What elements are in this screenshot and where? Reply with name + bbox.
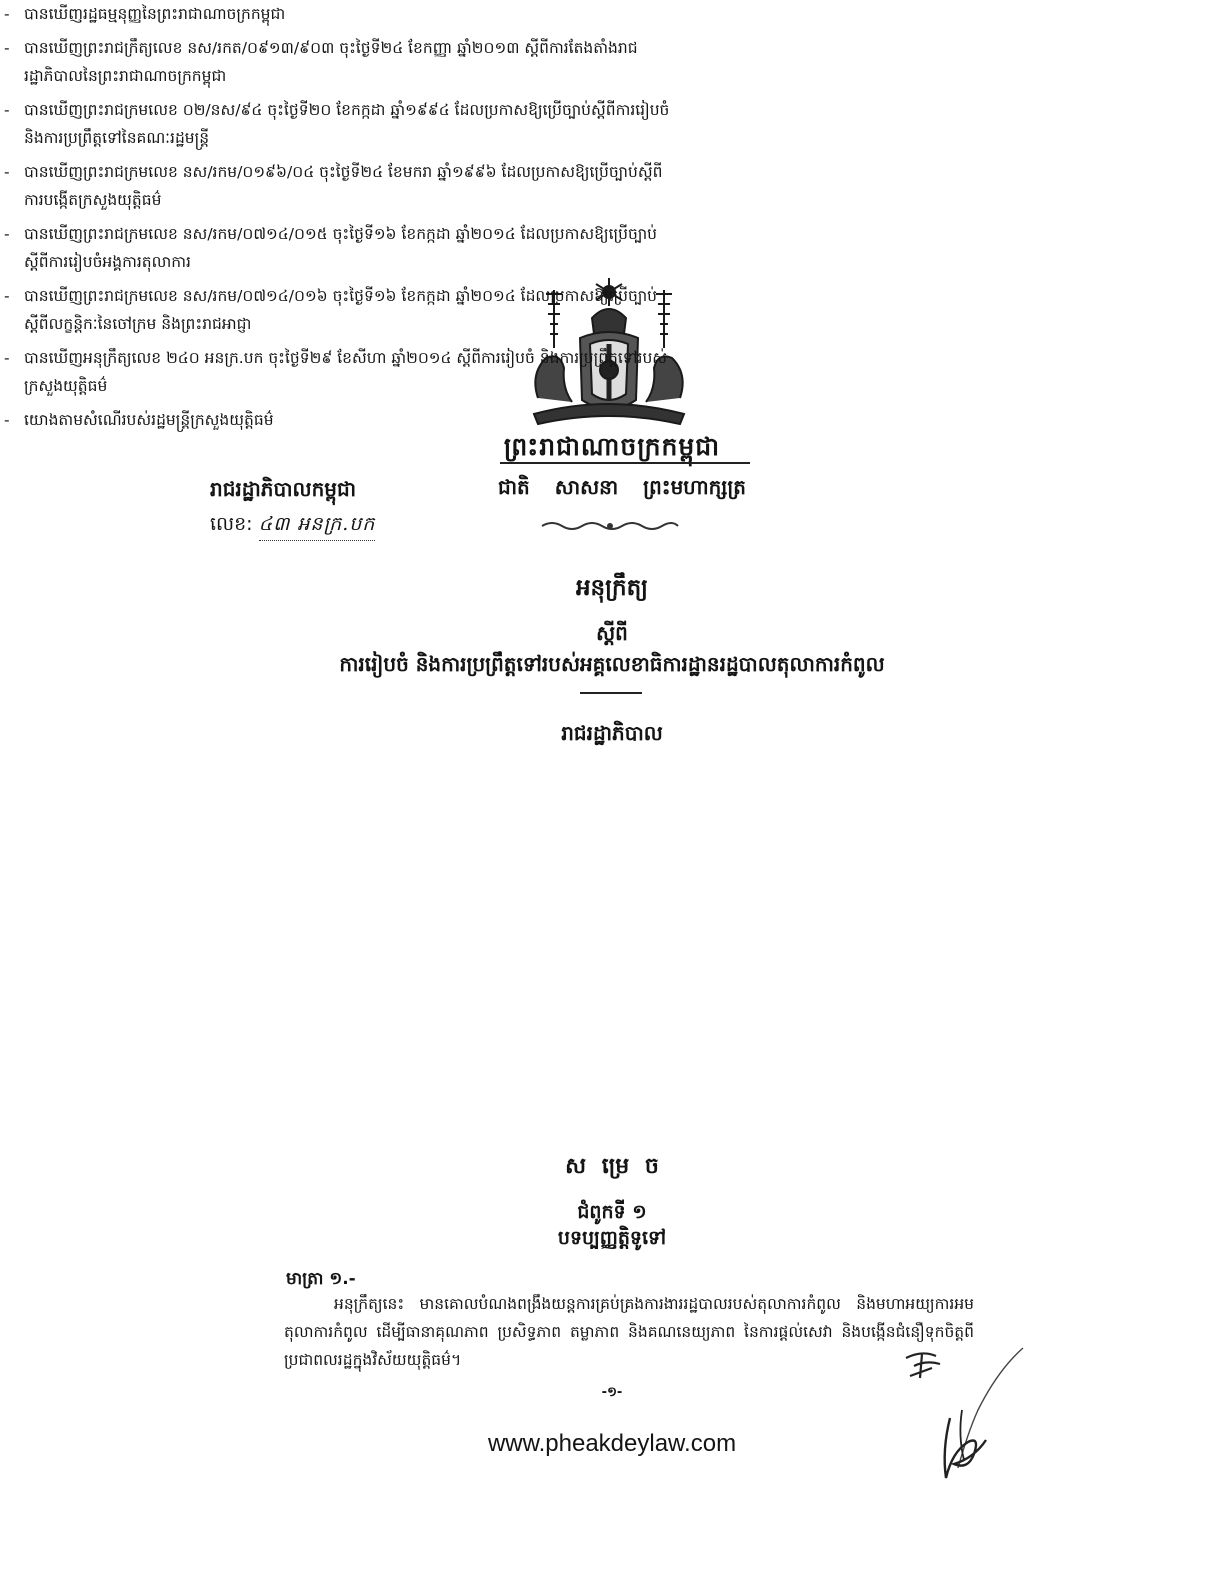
decree-subject-title: ការរៀបចំ និងការប្រព្រឹត្តទៅរបស់អគ្គលេខាធិការដ្ឋានរដ្ឋបាលតុលាការកំពូល — [339, 652, 885, 676]
issuing-authority: រាជរដ្ឋាភិបាលកម្ពុជា — [210, 477, 356, 501]
document-number — [210, 512, 375, 541]
document-number-label: លេខ: — [210, 513, 253, 535]
decides-heading: ស ម្រេ ច — [565, 1154, 659, 1179]
chapter-title: បទប្បញ្ញត្តិទូទៅ — [557, 1227, 667, 1249]
recital-item: - បានឃើញព្រះរាជក្រមលេខ នស/រកម/០១៩៦/០៤ ចុះថ្ងៃទី២៤ ខែមករា ឆ្នាំ១៩៩៦ ដែលប្រកាសឱ្យប្រើច្បាប់ស្ដីពីការបង្កើតក្រសួងយុត្តិធម៌ — [0, 158, 676, 214]
recital-item: - បានឃើញរដ្ឋធម្មនុញ្ញនៃព្រះរាជាណាចក្រកម្ពុជា — [0, 0, 676, 28]
recital-item: - បានឃើញព្រះរាជក្រមលេខ នស/រកម/០៧១៤/០១៥ ចុះថ្ងៃទី១៦ ខែកក្កដា ឆ្នាំ២០១៤ ដែលប្រកាសឱ្យប្រើច្បាប់ស្ដីពីការរៀបចំអង្គការតុលាការ — [0, 220, 676, 276]
kingdom-underline-divider — [500, 462, 750, 464]
chapter-number: ជំពូកទី ១ — [577, 1201, 647, 1223]
recital-item: - បានឃើញព្រះរាជក្រឹត្យលេខ នស/រកត/០៩១៣/៩០៣ ចុះថ្ងៃទី២៤ ខែកញ្ញា ឆ្នាំ២០១៣ ស្ដីពីការតែងតាំងរាជរដ្ឋាភិបាលនៃព្រះរាជាណាចក្រកម្ពុជា — [0, 34, 676, 90]
about-label: ស្ដីពី — [596, 621, 628, 645]
issuer-heading: រាជរដ្ឋាភិបាល — [561, 721, 663, 745]
recitals-list — [0, 0, 676, 434]
subject-divider — [580, 692, 642, 694]
handwritten-signature — [928, 1340, 1028, 1485]
page-number: -១- — [601, 1385, 623, 1400]
motto-ornament-divider — [540, 518, 680, 534]
recital-item: - បានឃើញអនុក្រឹត្យលេខ ២៤០ អនក្រ.បក ចុះថ្ងៃទី២៩ ខែសីហា ឆ្នាំ២០១៤ ស្ដីពីការរៀបចំ និងការប្រព្រឹត្តទៅរបស់ក្រសួងយុត្តិធម៌ — [0, 344, 676, 400]
document-type-heading: អនុក្រឹត្យ — [575, 575, 649, 601]
article-label: មាត្រា ១.- — [286, 1269, 356, 1289]
recital-item: - បានឃើញព្រះរាជក្រមលេខ នស/រកម/០៧១៤/០១៦ ចុះថ្ងៃទី១៦ ខែកក្កដា ឆ្នាំ២០១៤ ដែលប្រកាសឱ្យប្រើច្បាប់ស្ដីពីលក្ខន្តិកៈនៃចៅក្រម និងព្រះរាជអាជ្ញា — [0, 282, 676, 338]
recital-item: - បានឃើញព្រះរាជក្រមលេខ ០២/នស/៩៤ ចុះថ្ងៃទី២០ ខែកក្កដា ឆ្នាំ១៩៩៤ ដែលប្រកាសឱ្យប្រើច្បាប់ស្ដីពីការរៀបចំ និងការប្រព្រឹត្តទៅនៃគណៈរដ្ឋមន្ត្រី — [0, 96, 676, 152]
national-motto: ជាតិ សាសនា ព្រះមហាក្សត្រ — [498, 475, 746, 499]
article-body: អនុក្រឹត្យនេះ មានគោលបំណងពង្រឹងយន្តការគ្រប់គ្រងការងាររដ្ឋបាលរបស់តុលាការកំពូល និងមហាអយ្យការអមតុលាការកំពូល ដើម្បីធានាគុណភាព ប្រសិទ្ធភាព តម្លាភាព និងគណនេយ្យភាព នៃការផ្ដល់សេវា និងបង្កើនជំនឿទុកចិត្តពីប្រជាពលរដ្ឋក្នុងវិស័យយុត្តិធម៌។ — [284, 1295, 974, 1369]
recital-item: - យោងតាមសំណើរបស់រដ្ឋមន្ត្រីក្រសួងយុត្តិធម៌ — [0, 406, 676, 434]
kingdom-heading: ព្រះរាជាណាចក្រកម្ពុជា — [503, 432, 721, 461]
website-footer-text: www.pheakdeylaw.com — [487, 1430, 737, 1457]
document-number-value: ៤៣ អនក្រ.បក — [259, 512, 376, 541]
